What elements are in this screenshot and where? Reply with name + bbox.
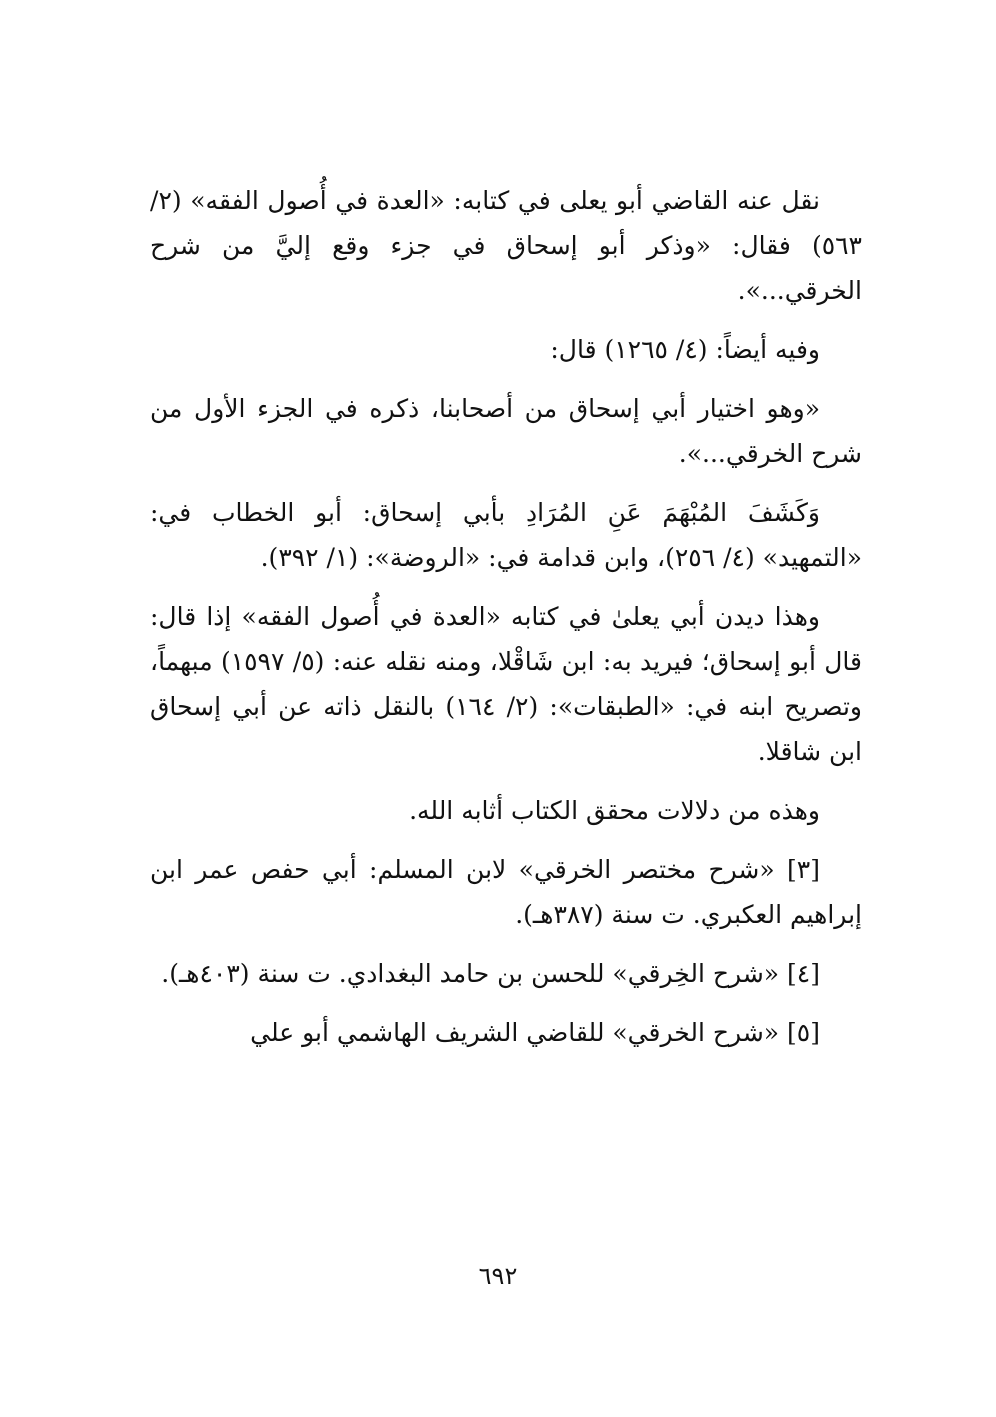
page-number: ٦٩٢ bbox=[478, 1262, 518, 1290]
list-item-4: [٤] «شرح الخِرقي» للحسن بن حامد البغدادي. ت سنة (٤٠٣هـ). bbox=[161, 959, 820, 988]
paragraph-abu-ishaq-choice: «وهو اختيار أبي إسحاق من أصحابنا، ذكره في الجزء الأول من شرح الخرقي...». bbox=[150, 394, 862, 468]
paragraph-udda-quote: نقل عنه القاضي أبو يعلى في كتابه: «العدة في أُصول الفقه» (٢/ ٥٦٣) فقال: «وذكر أبو إسحاق في جزء وقع إليَّ من شرح الخرقي...». bbox=[150, 186, 862, 305]
list-item-3: [٣] «شرح مختصر الخرقي» لابن المسلم: أبي حفص عمر ابن إبراهيم العكبري. ت سنة (٣٨٧هـ). bbox=[150, 855, 862, 929]
paragraph-abu-yala-habit: وهذا ديدن أبي يعلىٰ في كتابه «العدة في أُصول الفقه» إذا قال: قال أبو إسحاق؛ فيريد به: ابن شَاقْلا، ومنه نقله عنه: (٥/ ١٥٩٧) مبهماً، وتصريح ابنه في: «الطبقات»: (٢/ ١٦٤) بالنقل ذاته عن أبي إسحاق ابن شاقلا. bbox=[150, 602, 863, 766]
paragraph-also-in-it: وفيه أيضاً: (٤/ ١٢٦٥) قال: bbox=[550, 335, 820, 364]
paragraph-clarification: وَكَشَفَ المُبْهَمَ عَنِ المُرَادِ بأبي إسحاق: أبو الخطاب في: «التمهيد» (٤/ ٢٥٦)، وابن قدامة في: «الروضة»: (١/ ٣٩٢). bbox=[150, 498, 862, 572]
paragraph-editor-note: وهذه من دلالات محقق الكتاب أثابه الله. bbox=[409, 796, 820, 825]
list-item-5: [٥] «شرح الخرقي» للقاضي الشريف الهاشمي أبو علي bbox=[250, 1018, 820, 1047]
body-text bbox=[150, 178, 862, 1069]
